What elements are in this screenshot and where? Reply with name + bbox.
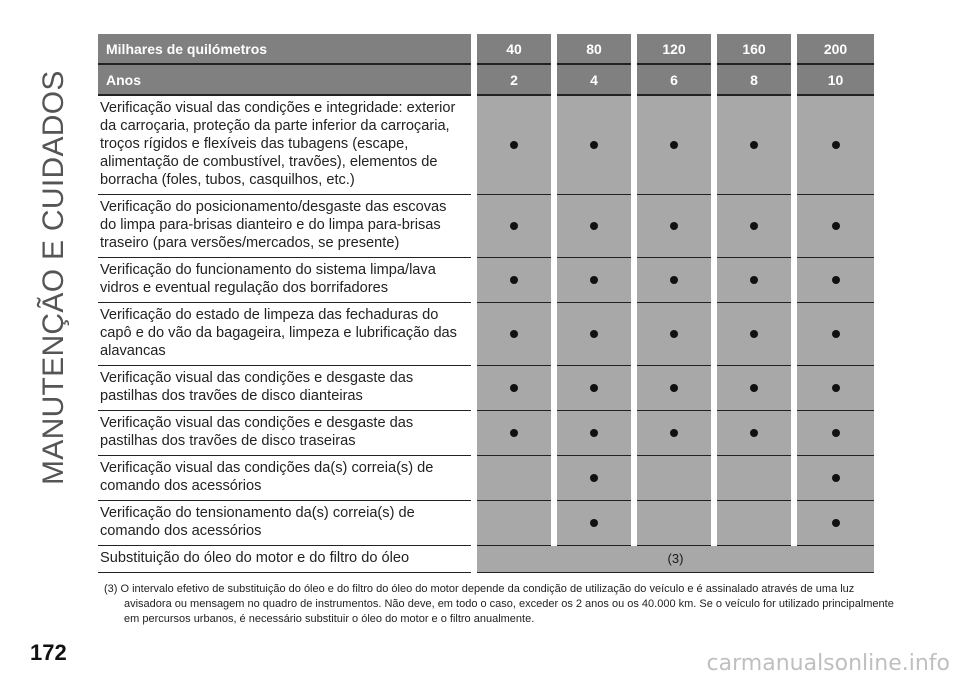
task-description: Verificação do estado de limpeza das fechaduras do capô e do vão da bagageira, limpeza e lubrificação das alavancas [98,303,474,366]
header-km-cell: 80 [554,34,634,64]
task-description: Verificação visual das condições e desgaste das pastilhas dos travões de disco traseiras [98,411,474,456]
check-dot-icon [832,384,840,392]
check-dot-icon [832,429,840,437]
interval-cell [714,366,794,411]
interval-cell [714,195,794,258]
header-km-cell: 200 [794,34,874,64]
interval-cell [554,456,634,501]
task-description: Verificação visual das condições e integridade: exterior da carroçaria, proteção da parte inferior da carroçaria, troços rígidos e flexíveis das tubagens (escape, alimentação de combustível, travões), elementos de borracha (foles, tubos, casquilhos, etc.) [98,95,474,195]
interval-cell [474,411,554,456]
interval-cell [554,411,634,456]
task-description: Verificação do funcionamento do sistema limpa/lava vidros e eventual regulação dos borrifadores [98,258,474,303]
header-years-cell: 4 [554,64,634,95]
interval-cell [554,366,634,411]
task-note-ref: (3) [474,546,874,573]
interval-cell [634,456,714,501]
check-dot-icon [510,429,518,437]
interval-cell [714,258,794,303]
interval-cell [794,95,874,195]
check-dot-icon [832,474,840,482]
check-dot-icon [670,330,678,338]
interval-cell [474,366,554,411]
check-dot-icon [832,222,840,230]
header-years-cell: 2 [474,64,554,95]
header-years-cell: 8 [714,64,794,95]
maintenance-schedule-table [98,34,874,573]
schedule-body [98,95,874,573]
header-row-years [98,64,874,95]
task-description: Verificação do tensionamento da(s) correia(s) de comando dos acessórios [98,501,474,546]
interval-cell [714,303,794,366]
header-km-cell: 120 [634,34,714,64]
table-row [98,366,874,411]
check-dot-icon [510,276,518,284]
interval-cell [794,303,874,366]
interval-cell [714,456,794,501]
interval-cell [474,303,554,366]
check-dot-icon [590,330,598,338]
check-dot-icon [590,276,598,284]
interval-cell [714,411,794,456]
table-row [98,258,874,303]
check-dot-icon [750,384,758,392]
interval-cell [794,258,874,303]
interval-cell [554,195,634,258]
interval-cell [794,366,874,411]
check-dot-icon [510,330,518,338]
footnote-line: em percursos urbanos, é necessário substituir o óleo do motor e o filtro anualmente. [124,613,535,625]
header-km-cell: 160 [714,34,794,64]
interval-cell [474,95,554,195]
watermark: carmanualsonline.info [706,651,950,676]
check-dot-icon [750,141,758,149]
task-description: Verificação visual das condições da(s) correia(s) de comando dos acessórios [98,456,474,501]
check-dot-icon [750,429,758,437]
header-row-km [98,34,874,64]
table-row [98,411,874,456]
page-number: 172 [30,640,67,665]
interval-cell [714,501,794,546]
check-dot-icon [670,384,678,392]
interval-cell [554,95,634,195]
table-row [98,95,874,195]
interval-cell [474,501,554,546]
table-row [98,195,874,258]
interval-cell [634,303,714,366]
check-dot-icon [510,222,518,230]
check-dot-icon [750,276,758,284]
footnote-line: (3) O intervalo efetivo de substituição do óleo e do filtro do óleo do motor depende da condição de utilização do veículo e é assinalado através de uma luz [104,583,855,595]
footnote-line: avisadora ou mensagem no quadro de instrumentos. Não deve, em todo o caso, exceder os 2 anos ou os 40.000 km. Se o veículo for utilizado principalmente [124,598,894,610]
check-dot-icon [590,474,598,482]
check-dot-icon [590,519,598,527]
interval-cell [474,195,554,258]
check-dot-icon [750,222,758,230]
check-dot-icon [832,330,840,338]
check-dot-icon [590,141,598,149]
footnote [104,582,894,627]
header-km-label: Milhares de quilómetros [98,34,474,64]
interval-cell [634,258,714,303]
interval-cell [634,411,714,456]
interval-cell [474,258,554,303]
table-row [98,456,874,501]
check-dot-icon [832,141,840,149]
check-dot-icon [832,519,840,527]
interval-cell [634,501,714,546]
check-dot-icon [670,276,678,284]
interval-cell [554,258,634,303]
header-years-cell: 10 [794,64,874,95]
header-years-cell: 6 [634,64,714,95]
check-dot-icon [670,222,678,230]
interval-cell [794,195,874,258]
table-row [98,501,874,546]
check-dot-icon [590,429,598,437]
task-description: Substituição do óleo do motor e do filtro do óleo [98,546,474,573]
interval-cell [794,501,874,546]
interval-cell [794,456,874,501]
check-dot-icon [590,384,598,392]
section-title-vertical: MANUTENÇÃO E CUIDADOS [37,70,70,485]
interval-cell [634,95,714,195]
table-row [98,303,874,366]
interval-cell [634,366,714,411]
check-dot-icon [510,141,518,149]
interval-cell [554,501,634,546]
table-row [98,546,874,573]
check-dot-icon [670,429,678,437]
check-dot-icon [510,384,518,392]
header-years-label: Anos [98,64,474,95]
check-dot-icon [750,330,758,338]
task-description: Verificação do posicionamento/desgaste das escovas do limpa para-brisas dianteiro e do limpa para-brisas traseiro (para versões/mercados, se presente) [98,195,474,258]
check-dot-icon [832,276,840,284]
interval-cell [474,456,554,501]
task-description: Verificação visual das condições e desgaste das pastilhas dos travões de disco dianteiras [98,366,474,411]
interval-cell [634,195,714,258]
interval-cell [794,411,874,456]
check-dot-icon [670,141,678,149]
interval-cell [554,303,634,366]
interval-cell [714,95,794,195]
check-dot-icon [590,222,598,230]
header-km-cell: 40 [474,34,554,64]
